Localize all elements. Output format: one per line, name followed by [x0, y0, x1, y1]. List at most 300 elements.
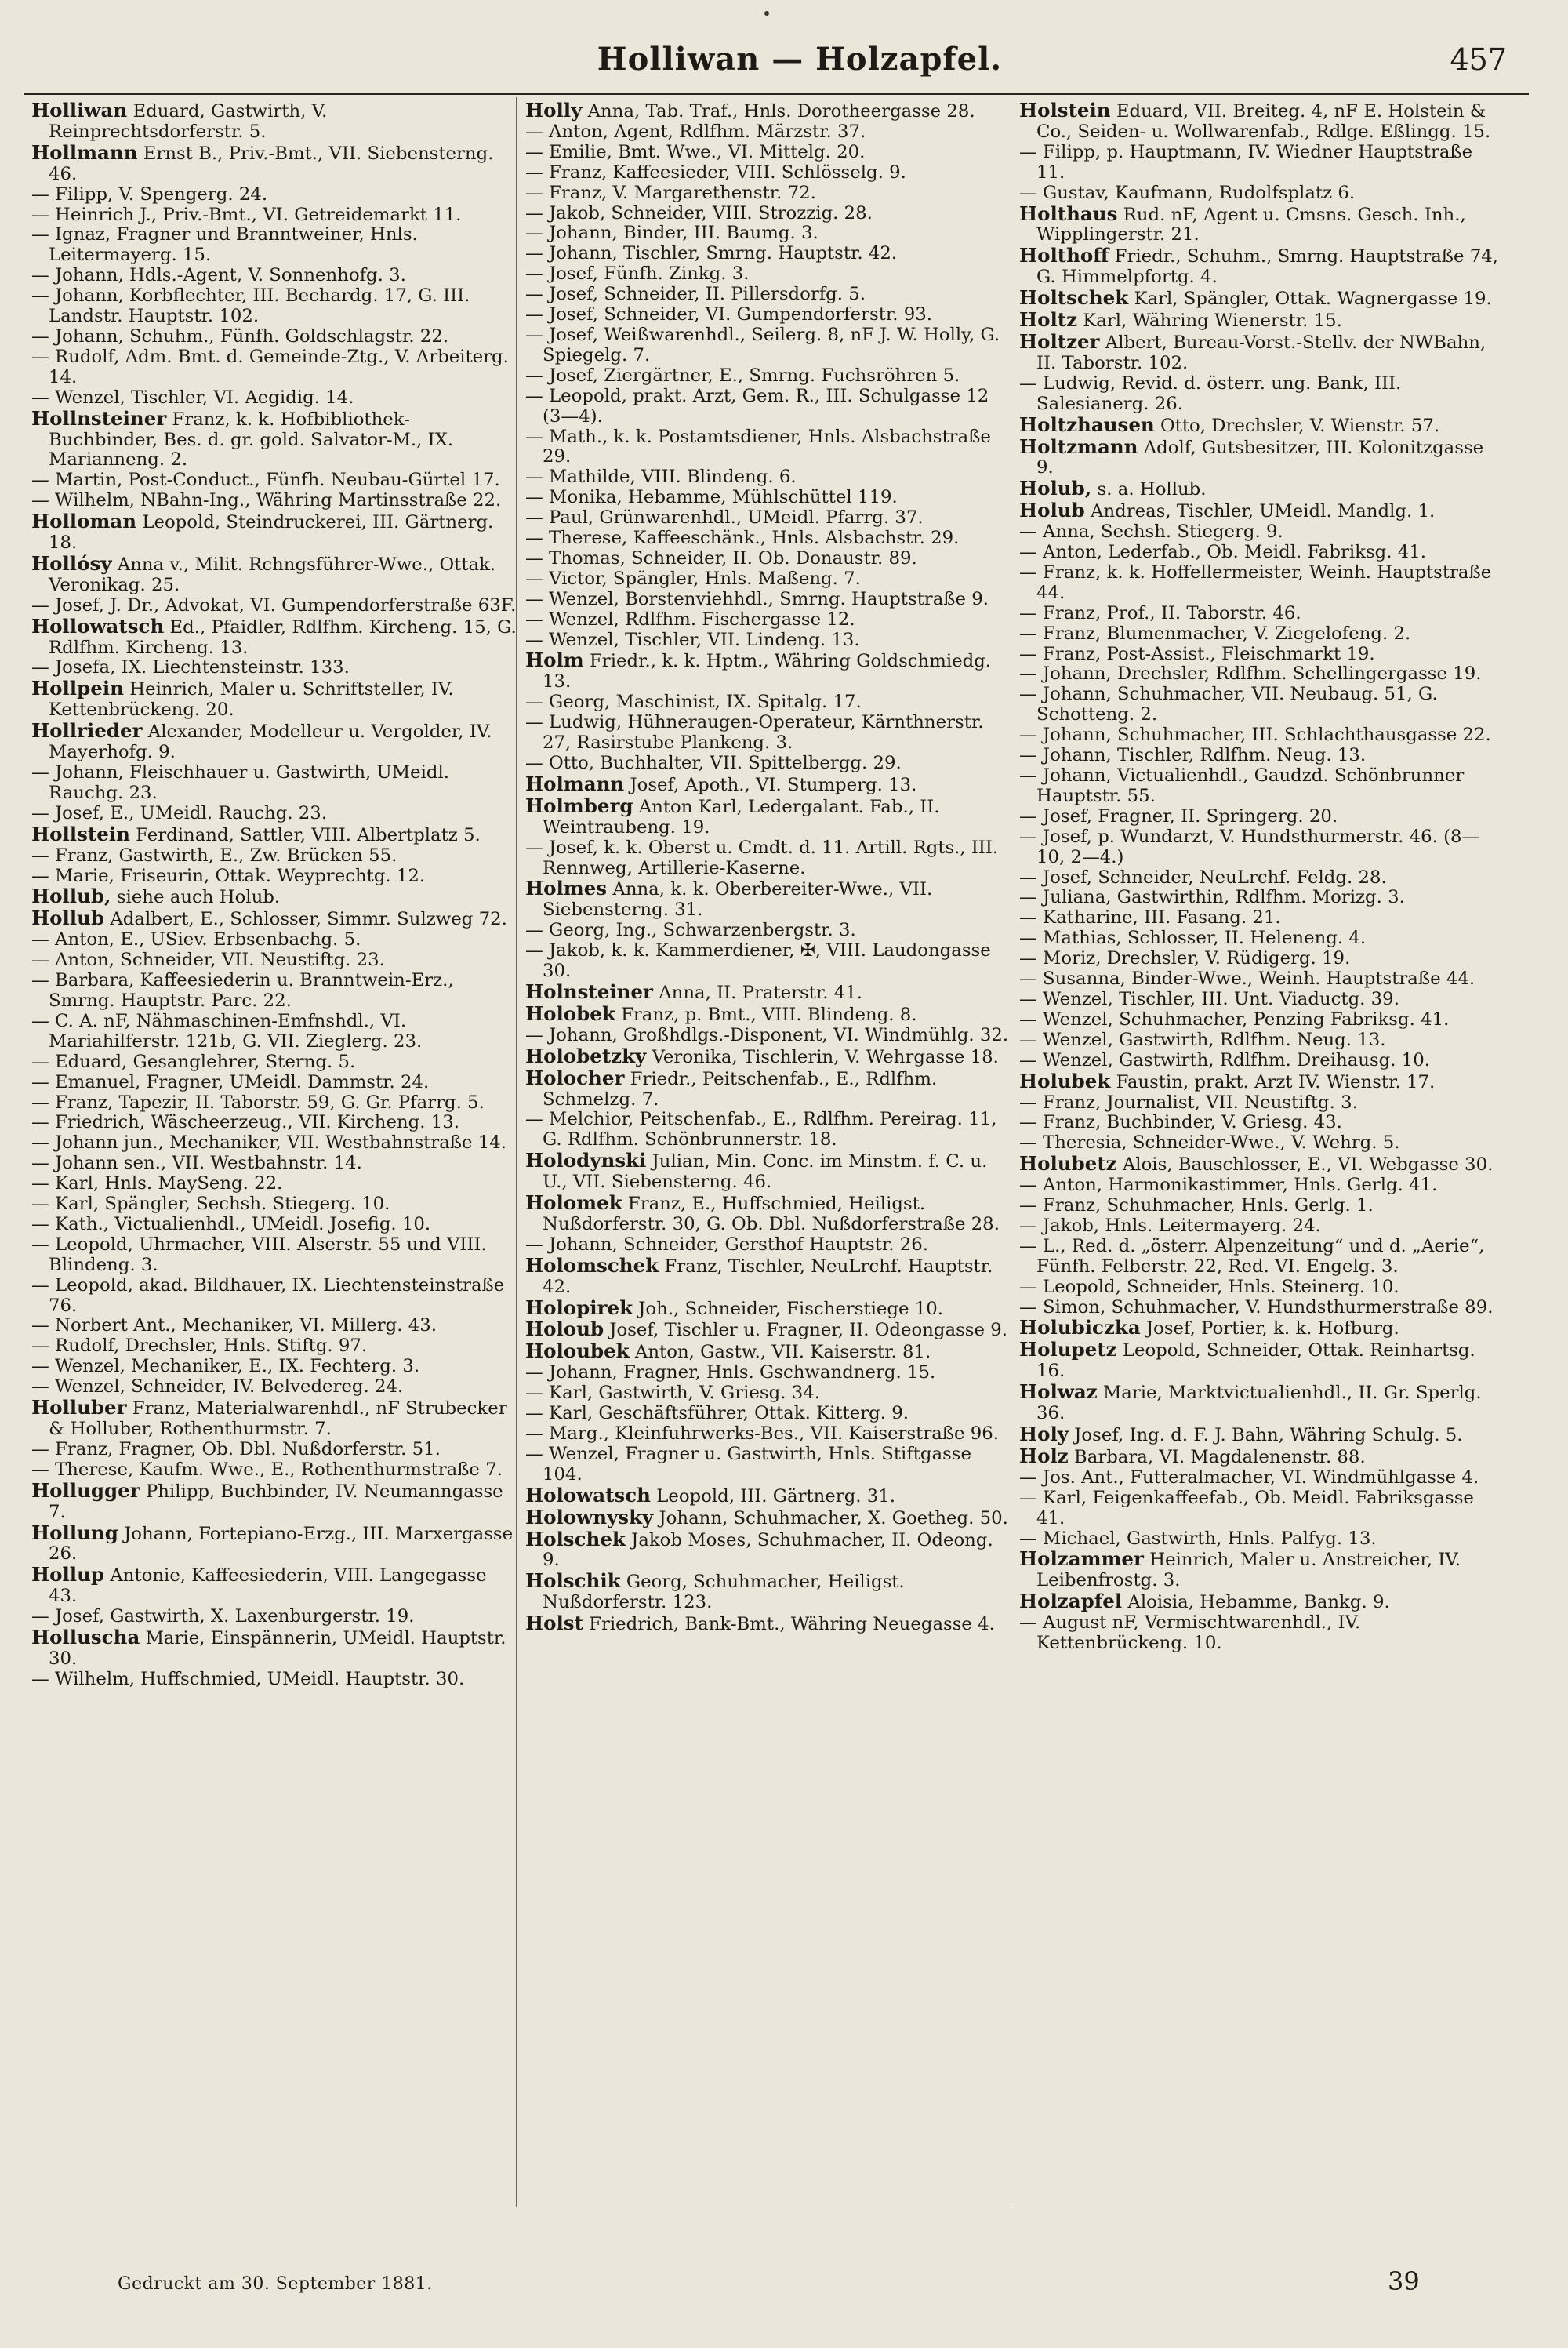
entry-details: — Ludwig, Hühneraugen-Operateur, Kärnthnerstr. 27, Rasirstube Plankeng. 3.: [525, 712, 984, 754]
entry-details: — Filipp, V. Spengerg. 24.: [31, 184, 268, 205]
directory-entry: [1019, 908, 1505, 929]
entry-details: — Franz, Schuhmacher, Hnls. Gerlg. 1.: [1019, 1195, 1374, 1216]
directory-entry: [1019, 868, 1505, 889]
directory-entry: [1019, 1030, 1505, 1051]
directory-entry: [525, 1383, 1011, 1404]
running-title: Holliwan — Holzapfel.: [597, 41, 1003, 78]
entry-details: — Jakob, k. k. Kammerdiener, ✠, VIII. Laudongasse 30.: [525, 940, 991, 982]
entry-surname: Hollub,: [31, 885, 111, 908]
entry-surname: Holluscha: [31, 1626, 140, 1649]
entry-surname: Holub,: [1019, 477, 1092, 500]
directory-entry: [1019, 1613, 1505, 1654]
directory-entry: [31, 100, 517, 143]
directory-entry: [31, 1440, 517, 1460]
directory-entry: [525, 590, 1011, 610]
entry-details: Franz, Tischler, NeuLrchf. Hauptstr. 42.: [543, 1256, 993, 1297]
entry-details: Friedr., k. k. Hptm., Währing Goldschmiedg. 13.: [543, 651, 992, 692]
directory-entry: [1019, 1549, 1505, 1591]
directory-entry: [1019, 1278, 1505, 1298]
entry-surname: Holmberg: [525, 794, 633, 817]
directory-entry: [525, 387, 1011, 427]
directory-entry: [525, 1298, 1011, 1320]
entry-details: — Franz, Journalist, VII. Neustiftg. 3.: [1019, 1092, 1358, 1113]
entry-details: siehe auch Holub.: [116, 887, 281, 908]
entry-surname: Holoubek: [525, 1339, 630, 1363]
entry-details: — Wenzel, Tischler, VI. Aegidig. 14.: [31, 387, 354, 408]
entry-details: Otto, Drechsler, V. Wienstr. 57.: [1160, 415, 1440, 436]
entry-details: Heinrich, Maler u. Anstreicher, IV. Leibenfrostg. 3.: [1036, 1550, 1461, 1591]
entry-surname: Hollowatsch: [31, 614, 165, 638]
entry-surname: Holocher: [525, 1066, 625, 1089]
entry-details: — Therese, Kaffeeschänk., Hnls. Alsbachstr. 29.: [525, 528, 960, 549]
entry-details: Johann, Schuhmacher, X. Goetheg. 50.: [659, 1507, 1008, 1528]
directory-entry: [31, 1093, 517, 1114]
entry-surname: Hollup: [31, 1563, 105, 1587]
entry-details: — Johann, Drechsler, Rdlfhm. Schellingergasse 19.: [1019, 663, 1482, 685]
directory-entry: [1019, 990, 1505, 1010]
directory-entry: [525, 549, 1011, 569]
entry-details: — Josef, Schneider, NeuLrchf. Feldg. 28.: [1019, 867, 1387, 888]
directory-entry: [31, 804, 517, 824]
entry-details: — Filipp, p. Hauptmann, IV. Wiedner Hauptstraße 11.: [1019, 141, 1473, 183]
entry-details: — Wenzel, Rdlfhm. Fischergasse 12.: [525, 609, 855, 630]
entry-surname: Holownysky: [525, 1505, 654, 1528]
directory-entry: [1019, 1051, 1505, 1071]
directory-entry: [1019, 1113, 1505, 1133]
entry-details: Anna, II. Praterstr. 41.: [659, 982, 862, 1003]
entry-details: — Gustav, Kaufmann, Rudolfsplatz 6.: [1019, 182, 1356, 203]
directory-entry: [1019, 645, 1505, 665]
directory-entry: [1019, 604, 1505, 624]
entry-details: — Emilie, Bmt. Wwe., VI. Mittelg. 20.: [525, 141, 866, 162]
entry-details: — Anna, Sechsh. Stiegerg. 9.: [1019, 522, 1283, 543]
directory-entry: [31, 327, 517, 347]
directory-entry: [31, 1215, 517, 1235]
directory-entry: [1019, 969, 1505, 990]
directory-entry: [31, 406, 517, 471]
entry-details: — Jakob, Schneider, VIII. Strozzig. 28.: [525, 202, 873, 224]
directory-entry: [525, 796, 1011, 838]
entry-details: — Franz, Tapezir, II. Taborstr. 59, G. Gr. Pfarrg. 5.: [31, 1092, 485, 1113]
entry-details: Anna v., Milit. Rchngsführer-Wwe., Ottak. Veronikag. 25.: [49, 554, 496, 595]
entry-details: Franz, Materialwarenhdl., nF Strubecker & Holluber, Rothenthurmstr. 7.: [49, 1398, 507, 1439]
entry-details: Marie, Einspännerin, UMeidl. Hauptstr. 30.: [49, 1628, 506, 1669]
directory-entry: [31, 950, 517, 971]
directory-entry: [1019, 685, 1505, 725]
entry-details: Aloisia, Hebamme, Bankg. 9.: [1127, 1592, 1390, 1613]
entry-details: Friedrich, Bank-Bmt., Währing Neuegasse 4.: [589, 1614, 995, 1635]
entry-details: Marie, Marktvictualienhdl., II. Gr. Sperlg. 36.: [1036, 1383, 1482, 1424]
entry-details: Albert, Bureau-Vorst.-Stellv. der NWBahn, II. Taborstr. 102.: [1036, 332, 1486, 373]
entry-details: Faustin, prakt. Arzt IV. Wienstr. 17.: [1116, 1071, 1436, 1092]
directory-entry: [31, 1073, 517, 1093]
directory-entry: [1019, 1446, 1505, 1468]
sheet-number: 39: [1388, 2266, 1420, 2296]
directory-entry: [31, 1174, 517, 1194]
directory-entry: [525, 1445, 1011, 1485]
entry-details: — Johann, Fleischhauer u. Gastwirth, UMeidl. Rauchg. 23.: [31, 762, 450, 803]
directory-entry: [525, 1485, 1011, 1507]
entry-details: — Anton, Lederfab., Ob. Meidl. Fabriksg. 41.: [1019, 542, 1426, 563]
directory-entry: [1019, 1176, 1505, 1196]
directory-entry: [525, 244, 1011, 264]
entry-details: — Kath., Victualienhdl., UMeidl. Josefig. 10.: [31, 1213, 431, 1234]
entry-details: — Susanna, Binder-Wwe., Weinh. Hauptstraße 44.: [1019, 969, 1475, 990]
entry-details: — Franz, k. k. Hoffellermeister, Weinh. Hauptstraße 44.: [1019, 562, 1492, 603]
entry-surname: Holloman: [31, 510, 137, 533]
entry-details: — Heinrich J., Priv.-Bmt., VI. Getreidemarkt 11.: [31, 204, 462, 225]
entry-details: — Anton, Schneider, VII. Neustiftg. 23.: [31, 950, 385, 971]
directory-entry: [525, 1253, 1011, 1298]
directory-entry: [525, 100, 1011, 122]
entry-surname: Hollpein: [31, 677, 124, 700]
entry-surname: Holopirek: [525, 1296, 633, 1319]
entry-surname: Holstein: [1019, 100, 1111, 122]
directory-entry: [31, 908, 517, 930]
entry-surname: Holthoff: [1019, 244, 1109, 267]
directory-entry: [1019, 664, 1505, 685]
directory-entry: [1019, 288, 1505, 310]
directory-entry: [525, 1404, 1011, 1424]
entry-details: Ernst B., Priv.-Bmt., VII. Siebensterng. 46.: [49, 143, 494, 184]
directory-entry: [31, 658, 517, 678]
entry-details: — Jakob, Hnls. Leitermayerg. 24.: [1019, 1215, 1321, 1236]
directory-entry: [525, 838, 1011, 879]
directory-entry: [525, 488, 1011, 508]
entry-details: — Franz, Buchbinder, V. Griesg. 43.: [1019, 1112, 1342, 1133]
entry-surname: Holtzmann: [1019, 434, 1138, 458]
directory-entry: [31, 286, 517, 327]
entry-surname: Holmann: [525, 772, 625, 795]
directory-entry: [1019, 624, 1505, 645]
entry-details: — Eduard, Gesanglehrer, Sterng. 5.: [31, 1051, 356, 1072]
directory-entry: [1019, 374, 1505, 415]
entry-details: — Franz, Fragner, Ob. Dbl. Nußdorferstr. 51.: [31, 1438, 441, 1459]
directory-entry: [31, 225, 517, 266]
directory-entry: [525, 1319, 1011, 1341]
directory-entry: [1019, 143, 1505, 184]
entry-details: — Monika, Hebamme, Mühlschüttel 119.: [525, 487, 898, 508]
entry-details: — Karl, Feigenkaffeefab., Ob. Meidl. Fabriksgasse 41.: [1019, 1487, 1474, 1528]
directory-entry: [31, 867, 517, 887]
directory-entry: [525, 1507, 1011, 1529]
directory-entry: [31, 1357, 517, 1377]
directory-entry: [31, 1133, 517, 1154]
directory-entry: [1019, 807, 1505, 827]
entry-details: Johann, Fortepiano-Erzg., III. Marxergasse 26.: [49, 1523, 514, 1565]
entry-details: — Franz, V. Margarethenstr. 72.: [525, 182, 816, 203]
entry-details: Friedr., Schuhm., Smrng. Hauptstraße 74, G. Himmelpfortg. 4.: [1036, 246, 1499, 288]
entry-surname: Holtschek: [1019, 286, 1129, 310]
directory-entry: [525, 1026, 1011, 1046]
entry-details: — Johann, Hdls.-Agent, V. Sonnenhofg. 3.: [31, 265, 406, 286]
entry-details: — Josef, Fünfh. Zinkg. 3.: [525, 264, 750, 285]
entry-details: — Franz, Gastwirth, E., Zw. Brücken 55.: [31, 845, 397, 866]
entry-surname: Holwaz: [1019, 1380, 1098, 1404]
entry-details: — Moriz, Drechsler, V. Rüdigerg. 19.: [1019, 948, 1351, 969]
entry-surname: Holmes: [525, 877, 608, 900]
entry-details: — Norbert Ant., Mechaniker, VI. Millerg. 43.: [31, 1315, 437, 1336]
entry-surname: Holschik: [525, 1569, 621, 1593]
entry-details: — Theresia, Schneider-Wwe., V. Wehrg. 5.: [1019, 1132, 1400, 1154]
directory-entry: [31, 721, 517, 763]
entry-details: — Otto, Buchhalter, VII. Spittelbergg. 29.: [525, 753, 902, 773]
directory-entry: [1019, 415, 1505, 437]
entry-surname: Holodynski: [525, 1149, 647, 1172]
entry-surname: Hollung: [31, 1521, 118, 1544]
column-1: [31, 100, 517, 2234]
entry-details: — Josefa, IX. Liechtensteinstr. 133.: [31, 657, 350, 678]
directory-entry: [525, 204, 1011, 224]
entry-details: — Josef, k. k. Oberst u. Cmdt. d. 11. Artill. Rgts., III. Rennweg, Artillerie-Kaserne.: [525, 837, 999, 878]
directory-entry: [525, 610, 1011, 631]
directory-entry: [525, 692, 1011, 713]
directory-entry: [31, 491, 517, 511]
directory-entry: [31, 1460, 517, 1481]
entry-details: — Wenzel, Schuhmacher, Penzing Fabriksg. 41.: [1019, 1009, 1450, 1030]
entry-details: — Johann jun., Mechaniker, VII. Westbahnstraße 14.: [31, 1132, 507, 1154]
directory-entry: [1019, 827, 1505, 868]
entry-details: — Josef, Schneider, VI. Gumpendorferstr. 93.: [525, 304, 932, 325]
page-number: 457: [1450, 42, 1507, 77]
directory-entry: [1019, 204, 1505, 246]
directory-entry: [1019, 746, 1505, 766]
page-header: [0, 41, 1568, 96]
entry-surname: Holschek: [525, 1527, 626, 1550]
directory-entry: [525, 285, 1011, 305]
directory-entry: [1019, 1196, 1505, 1216]
directory-entry: [31, 205, 517, 226]
directory-entry: [1019, 563, 1505, 604]
directory-entry: [525, 264, 1011, 285]
entry-surname: Holtzhausen: [1019, 413, 1155, 436]
entry-details: Alexander, Modelleur u. Vergolder, IV. Mayerhofg. 9.: [49, 721, 492, 763]
entry-details: Josef, Apoth., VI. Stumperg. 13.: [630, 774, 917, 795]
directory-entry: [1019, 1382, 1505, 1424]
entry-surname: Holomek: [525, 1191, 622, 1215]
entry-details: — Josef, Schneider, II. Pillersdorfg. 5.: [525, 284, 866, 305]
entry-details: — Karl, Hnls. MaySeng. 22.: [31, 1173, 283, 1194]
directory-entry: [31, 1377, 517, 1398]
entry-details: Eduard, VII. Breiteg. 4, nF E. Holstein & Co., Seiden- u. Wollwarenfab., Rdlge. Eßlingg. 15.: [1036, 101, 1491, 142]
directory-entry: [1019, 1071, 1505, 1093]
directory-entry: [31, 763, 517, 804]
column-3: [1019, 100, 1505, 2234]
entry-surname: Holtzer: [1019, 329, 1100, 353]
directory-entry: [1019, 1237, 1505, 1278]
entry-details: — Johann, Korbflechter, III. Bechardg. 17, G. III. Landstr. Hauptstr. 102.: [31, 285, 470, 327]
directory-entry: [525, 941, 1011, 982]
entry-details: — Wenzel, Mechaniker, E., IX. Fechterg. 3.: [31, 1356, 420, 1377]
entry-details: Julian, Min. Conc. im Minstm. f. C. u. U., VII. Siebensterng. 46.: [543, 1151, 988, 1193]
directory-entry: [525, 122, 1011, 143]
directory-entry: [31, 511, 517, 554]
entry-details: Josef, Tischler u. Fragner, II. Odeongasse 9.: [609, 1320, 1007, 1341]
directory-entry: [1019, 434, 1505, 479]
entry-details: — Johann, Schuhmacher, III. Schlachthausgasse 22.: [1019, 725, 1491, 746]
directory-entry: [1019, 888, 1505, 908]
directory-entry: [1019, 1339, 1505, 1382]
entry-details: — Victor, Spängler, Hnls. Maßeng. 7.: [525, 568, 861, 589]
entry-details: — Josef, Weißwarenhdl., Seilerg. 8, nF J. W. Holly, G. Spiegelg. 7.: [525, 324, 1000, 365]
column-2: [525, 100, 1011, 2234]
directory-entry: [525, 305, 1011, 325]
entry-details: — August nF, Vermischtwarenhdl., IV. Kettenbrückeng. 10.: [1019, 1612, 1361, 1654]
entry-details: Adolf, Gutsbesitzer, III. Kolonitzgasse 9.: [1036, 437, 1484, 478]
directory-entry: [31, 1194, 517, 1215]
entry-surname: Hollnsteiner: [31, 406, 167, 430]
entry-details: — Melchior, Peitschenfab., E., Rdlfhm. Pereirag. 11, G. Rdlfhm. Schönbrunnerstr. 18.: [525, 1109, 997, 1150]
directory-entry: [31, 1398, 517, 1440]
entry-details: — Thomas, Schneider, II. Ob. Donaustr. 89.: [525, 547, 917, 569]
entry-details: Franz, p. Bmt., VIII. Blindeng. 8.: [621, 1004, 917, 1025]
entry-details: Veronika, Tischlerin, V. Wehrgasse 18.: [652, 1046, 999, 1067]
directory-entry: [525, 143, 1011, 163]
entry-details: — Juliana, Gastwirthin, Rdlfhm. Morizg. 3.: [1019, 887, 1405, 908]
directory-entry: [525, 1001, 1011, 1026]
directory-entry: [525, 1110, 1011, 1150]
entry-details: Leopold, Steindruckerei, III. Gärtnerg. 18.: [49, 512, 494, 554]
directory-entry: [525, 921, 1011, 941]
directory-entry: [31, 971, 517, 1012]
directory-entry: [525, 1235, 1011, 1256]
directory-entry: [31, 1565, 517, 1607]
entry-surname: Holowatsch: [525, 1483, 651, 1507]
directory-entry: [31, 471, 517, 491]
entry-details: — Wilhelm, Huffschmied, UMeidl. Hauptstr. 30.: [31, 1668, 465, 1689]
entry-details: — Wilhelm, NBahn-Ing., Währing Martinsstraße 22.: [31, 490, 502, 511]
entry-surname: Holubetz: [1019, 1152, 1117, 1176]
directory-entry: [1019, 1318, 1505, 1339]
entry-surname: Holoub: [525, 1318, 604, 1341]
directory-entry: [31, 551, 517, 596]
directory-entry: [1019, 500, 1505, 522]
directory-entry: [525, 1363, 1011, 1383]
directory-entry: [525, 1571, 1011, 1613]
entry-surname: Holm: [525, 649, 584, 672]
entry-details: — C. A. nF, Nähmaschinen-Emfnshdl., VI. Mariahilferstr. 121b, G. VII. Zieglerg. 23.: [31, 1010, 423, 1052]
print-date: Gedruckt am 30. September 1881.: [118, 2274, 433, 2294]
entry-details: Georg, Schuhmacher, Heiligst. Nußdorferstr. 123.: [543, 1572, 905, 1613]
directory-entry: [1019, 949, 1505, 969]
entry-surname: Holzapfel: [1019, 1590, 1123, 1613]
entry-details: Leopold, Schneider, Ottak. Reinhartsg. 16.: [1036, 1340, 1475, 1382]
header-rule: [24, 93, 1529, 95]
entry-details: — Wenzel, Tischler, III. Unt. Viaductg. 39.: [1019, 988, 1399, 1009]
entry-details: — Anton, E., USiev. Erbsenbachg. 5.: [31, 929, 361, 950]
directory-entry: [1019, 766, 1505, 807]
directory-entry: [1019, 1133, 1505, 1154]
directory-entry: [1019, 100, 1505, 143]
directory-entry: [1019, 1488, 1505, 1529]
entry-details: — Johann, Schuhm., Fünfh. Goldschlagstr. 22.: [31, 325, 449, 347]
directory-entry: [525, 650, 1011, 692]
directory-entry: [525, 467, 1011, 488]
entry-details: Ferdinand, Sattler, VIII. Albertplatz 5.: [136, 824, 481, 845]
directory-entry: [525, 1193, 1011, 1235]
directory-entry: [31, 1627, 517, 1670]
entry-surname: Holly: [525, 100, 583, 122]
entry-details: Leopold, III. Gärtnerg. 31.: [656, 1485, 896, 1507]
directory-entry: [31, 596, 517, 616]
directory-entry: [525, 1341, 1011, 1363]
directory-entry: [1019, 310, 1505, 332]
entry-details: — Marg., Kleinfuhrwerks-Bes., VII. Kaiserstraße 96.: [525, 1423, 1000, 1444]
entry-details: — L., Red. d. „österr. Alpenzeitung“ und d. „Aerie“, Fünfh. Felberstr. 22, Red. VI. Engelg. 3.: [1019, 1235, 1485, 1277]
directory-entry: [31, 846, 517, 867]
entry-details: — Barbara, Kaffeesiederin u. Branntwein-Erz., Smrng. Hauptstr. Parc. 22.: [31, 970, 454, 1011]
entry-details: — Josef, J. Dr., Advokat, VI. Gumpendorferstraße 63F.: [31, 594, 517, 616]
entry-details: Karl, Währing Wienerstr. 15.: [1083, 311, 1342, 332]
entry-surname: Holthaus: [1019, 202, 1118, 225]
directory-entry: [525, 325, 1011, 366]
entry-details: Anna, k. k. Oberbereiter-Wwe., VII. Siebensterng. 31.: [543, 879, 933, 921]
entry-surname: Holupetz: [1019, 1338, 1117, 1361]
entry-surname: Hollstein: [31, 822, 130, 845]
print-speck: [764, 11, 769, 16]
directory-entry: [1019, 1216, 1505, 1237]
directory-entry: [1019, 1424, 1505, 1446]
directory-entry: [31, 1607, 517, 1627]
entry-details: — Johann, Schneider, Gersthof Hauptstr. 26.: [525, 1234, 928, 1255]
entry-details: — Josef, Fragner, II. Springerg. 20.: [1019, 805, 1338, 827]
directory-entry: [1019, 245, 1505, 288]
directory-entry: [525, 1529, 1011, 1572]
directory-entry: [31, 1316, 517, 1336]
entry-details: — Franz, Kaffeesieder, VIII. Schlösselg. 9.: [525, 162, 906, 183]
directory-entry: [525, 1424, 1011, 1445]
entry-details: Karl, Spängler, Ottak. Wagnergasse 19.: [1134, 289, 1492, 310]
entry-details: — Emanuel, Fragner, UMeidl. Dammstr. 24.: [31, 1071, 430, 1092]
entry-details: — Georg, Maschinist, IX. Spitalg. 17.: [525, 692, 862, 713]
entry-details: Philipp, Buchbinder, IV. Neumanngasse 7.: [49, 1481, 503, 1522]
directory-entry: [1019, 1154, 1505, 1176]
directory-entry: [525, 1046, 1011, 1068]
entry-details: Friedr., Peitschenfab., E., Rdlfhm. Schmelzg. 7.: [543, 1068, 938, 1110]
directory-entry: [525, 508, 1011, 529]
entry-details: — Marie, Friseurin, Ottak. Weyprechtg. 12.: [31, 865, 426, 886]
directory-entry: [525, 366, 1011, 387]
directory-entry: [31, 1012, 517, 1052]
directory-entry: [1019, 1298, 1505, 1318]
entry-details: Rud. nF, Agent u. Cmsns. Gesch. Inh., Wipplingerstr. 21.: [1036, 204, 1466, 245]
entry-details: — Paul, Grünwarenhdl., UMeidl. Pfarrg. 37.: [525, 507, 924, 529]
entry-details: — Leopold, Uhrmacher, VIII. Alserstr. 55 und VIII. Blindeng. 3.: [31, 1234, 487, 1275]
entry-details: — Karl, Spängler, Sechsh. Stiegerg. 10.: [31, 1194, 390, 1215]
entry-surname: Holub: [1019, 499, 1085, 522]
directory-entry: [31, 678, 517, 721]
entry-details: — Simon, Schuhmacher, V. Hundsthurmerstraße 89.: [1019, 1296, 1494, 1318]
entry-details: — Wenzel, Gastwirth, Rdlfhm. Dreihausg. 10.: [1019, 1049, 1431, 1070]
directory-entry: [525, 982, 1011, 1004]
directory-entry: [31, 824, 517, 846]
entry-details: — Franz, Blumenmacher, V. Ziegelofeng. 2.: [1019, 623, 1411, 644]
directory-entry: [1019, 184, 1505, 204]
directory-entry: [31, 185, 517, 205]
directory-entry: [31, 1235, 517, 1276]
directory-entry: [1019, 478, 1505, 500]
directory-entry: [31, 616, 517, 659]
entry-details: — Josef, Gastwirth, X. Laxenburgerstr. 19.: [31, 1606, 415, 1627]
entry-details: — Anton, Harmonikastimmer, Hnls. Gerlg. 41.: [1019, 1175, 1438, 1196]
entry-details: — Josef, E., UMeidl. Rauchg. 23.: [31, 802, 328, 823]
entry-details: — Josef, Ziergärtner, E., Smrng. Fuchsröhren 5.: [525, 365, 960, 386]
directory-entry: [31, 1154, 517, 1174]
directory-entry: [31, 1670, 517, 1690]
directory-entry: [525, 1613, 1011, 1635]
directory-entry: [31, 1523, 517, 1565]
entry-surname: Holz: [1019, 1444, 1069, 1467]
